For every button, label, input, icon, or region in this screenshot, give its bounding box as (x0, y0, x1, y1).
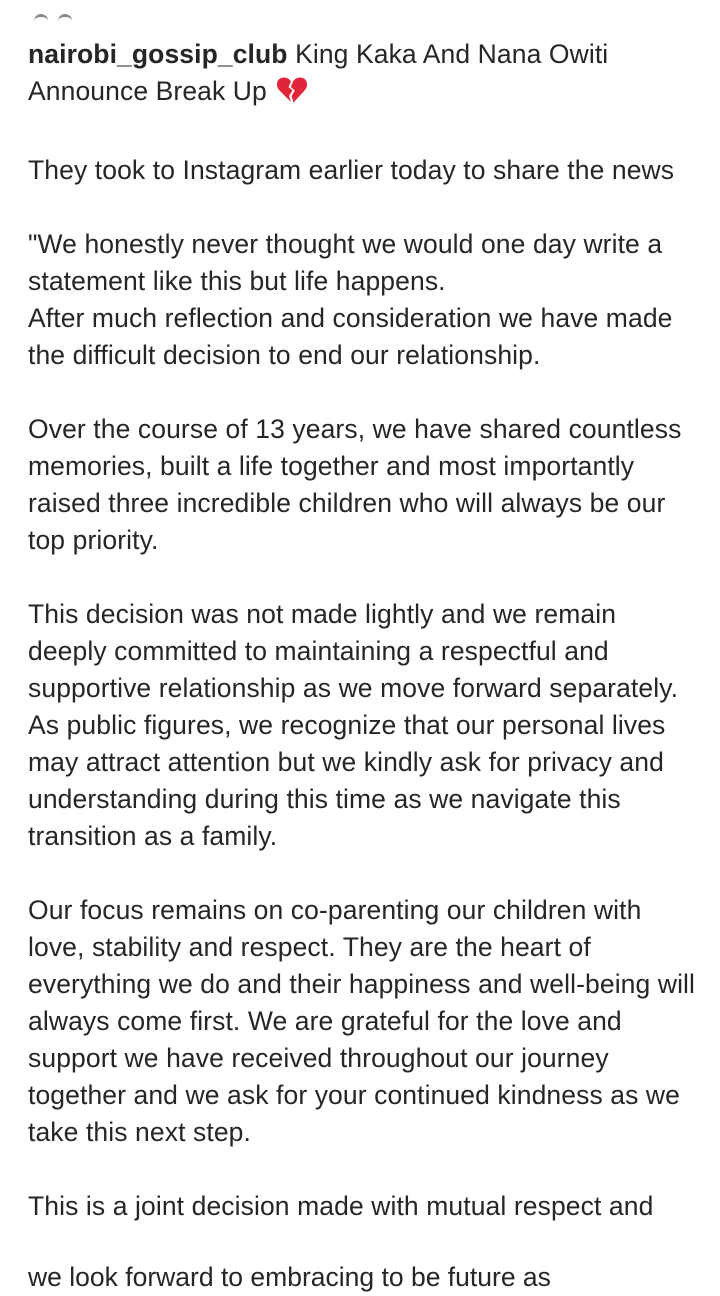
caption-paragraph: Our focus remains on co-parenting our children with love, stability and respect. They are the heart of everything we do and their happiness and well-being will always come first. We are grateful for the love and support we have received throughout our journey together and we ask for your continued kindness as we take this next step. (28, 895, 696, 1147)
caption-header (28, 36, 698, 115)
username-link[interactable]: nairobi_gossip_club (28, 39, 288, 69)
caption-paragraph: This is a joint decision made with mutual respect and (28, 1191, 654, 1221)
headline-text: King Kaka And Nana Owiti Announce Break Up (28, 39, 609, 106)
post-caption (28, 36, 698, 1225)
caption-paragraph: "We honestly never thought we would one day write a statement like this but life happens. (28, 229, 663, 296)
caption-cut-line: we look forward to embracing to be future as (28, 1262, 551, 1292)
caption-paragraph: They took to Instagram earlier today to share the news (28, 155, 675, 185)
caption-paragraph: Over the course of 13 years, we have shared countless memories, built a life together and most importantly raised three incredible children who will always be our top priority. (28, 414, 682, 555)
more-options-icon[interactable] (34, 14, 72, 28)
broken-heart-icon (276, 75, 308, 115)
dot (34, 14, 48, 28)
dot (58, 14, 72, 28)
caption-paragraph: This decision was not made lightly and we remain deeply committed to maintaining a respectful and supportive relationship as we move forward separately. As public figures, we recognize that our personal lives may attract attention but we kindly ask for privacy and understanding during this time as we navigate this transition as a family. (28, 599, 679, 851)
caption-paragraph: After much reflection and consideration we have made the difficult decision to end our relationship. (28, 303, 673, 370)
